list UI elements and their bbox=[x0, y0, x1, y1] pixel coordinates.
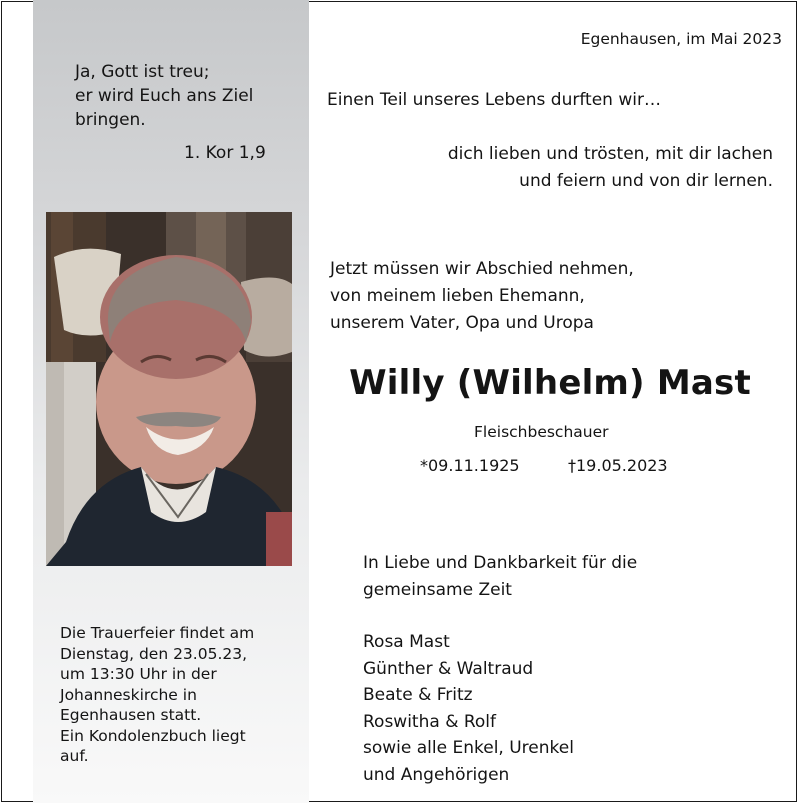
funeral-line: Die Trauerfeier findet am bbox=[60, 624, 255, 642]
family-member: Günther & Waltraud bbox=[363, 658, 534, 679]
deceased-name: Willy (Wilhelm) Mast bbox=[349, 363, 751, 403]
verse-line: er wird Euch ans Ziel bbox=[75, 86, 254, 106]
farewell-text bbox=[330, 256, 634, 337]
verse-reference: 1. Kor 1,9 bbox=[184, 143, 266, 163]
funeral-info bbox=[60, 623, 254, 767]
gratitude-text bbox=[363, 550, 637, 604]
farewell-line: unserem Vater, Opa und Uropa bbox=[330, 313, 594, 333]
gratitude-line: gemeinsame Zeit bbox=[363, 580, 512, 600]
funeral-line: Johanneskirche in bbox=[60, 685, 197, 704]
date-place: Egenhausen, im Mai 2023 bbox=[580, 30, 782, 48]
funeral-line: Ein Kondolenzbuch liegt bbox=[60, 726, 246, 745]
love-line: dich lieben und trösten, mit dir lachen bbox=[447, 144, 773, 164]
funeral-line: Dienstag, den 23.05.23, bbox=[60, 644, 248, 663]
funeral-line: Egenhausen statt. bbox=[60, 706, 202, 724]
love-text bbox=[448, 141, 773, 195]
funeral-line: auf. bbox=[60, 747, 89, 765]
family-member: und Angehörigen bbox=[363, 764, 510, 785]
family-list bbox=[363, 629, 574, 788]
funeral-line: um 13:30 Uhr in der bbox=[60, 665, 217, 683]
verse-line: Ja, Gott ist treu; bbox=[75, 62, 210, 82]
farewell-line: von meinem lieben Ehemann, bbox=[330, 286, 585, 306]
intro-text: Einen Teil unseres Lebens durften wir… bbox=[327, 90, 661, 110]
love-line: und feiern und von dir lernen. bbox=[519, 171, 773, 191]
family-member: sowie alle Enkel, Urenkel bbox=[363, 738, 574, 758]
deceased-profession: Fleischbeschauer bbox=[474, 423, 609, 441]
verse-line: bringen. bbox=[75, 110, 146, 130]
farewell-line: Jetzt müssen wir Abschied nehmen, bbox=[330, 259, 634, 279]
family-member: Rosa Mast bbox=[363, 632, 450, 652]
family-member: Roswitha & Rolf bbox=[363, 711, 497, 732]
death-date: †19.05.2023 bbox=[568, 456, 668, 475]
family-member: Beate & Fritz bbox=[363, 685, 473, 705]
bible-verse bbox=[75, 60, 253, 132]
birth-date: *09.11.1925 bbox=[420, 456, 520, 475]
gratitude-line: In Liebe und Dankbarkeit für die bbox=[363, 553, 638, 573]
